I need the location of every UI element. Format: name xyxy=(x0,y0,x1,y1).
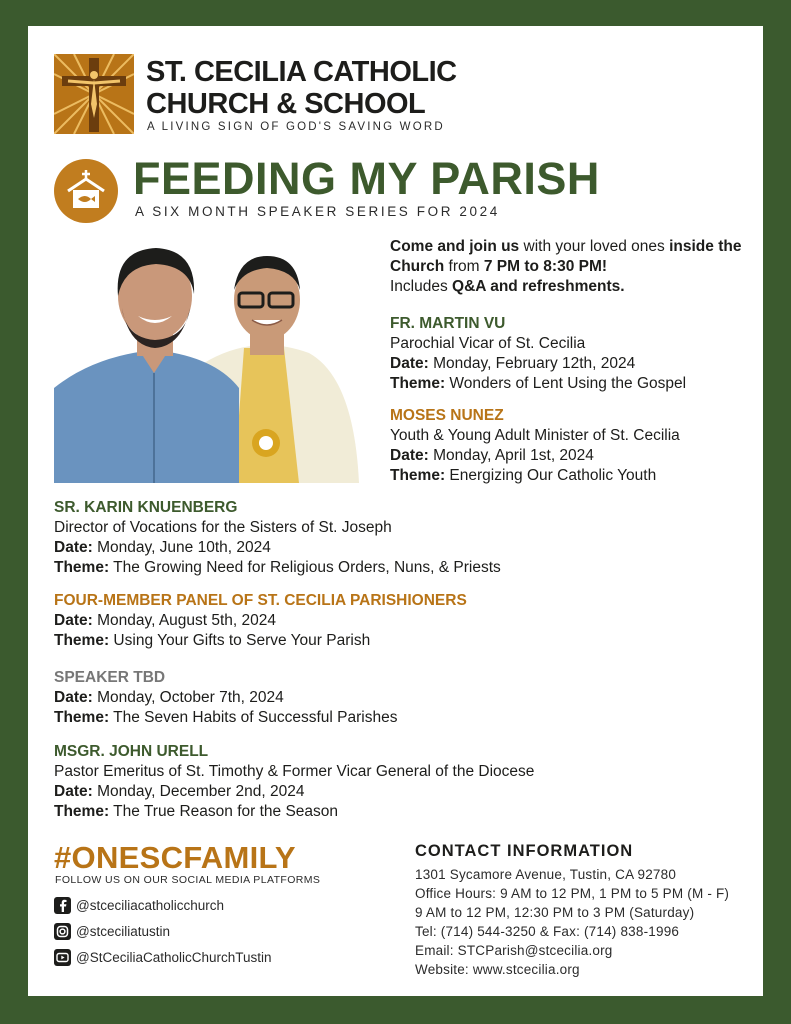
contact-website[interactable]: Website: www.stcecilia.org xyxy=(415,962,580,977)
church-fish-icon xyxy=(54,159,118,223)
speaker-role: Parochial Vicar of St. Cecilia xyxy=(390,335,586,352)
theme-label: Theme: xyxy=(54,559,110,576)
intro-text-from: from xyxy=(444,258,484,275)
contact-info xyxy=(415,865,729,979)
theme-label: Theme: xyxy=(54,709,110,726)
contact-address: 1301 Sycamore Avenue, Tustin, CA 92780 xyxy=(415,867,677,882)
date-label: Date: xyxy=(54,783,93,800)
theme-label: Theme: xyxy=(390,375,446,392)
speaker-block-6 xyxy=(54,742,534,822)
speaker-block-3 xyxy=(54,498,501,578)
event-title: FEEDING MY PARISH xyxy=(133,153,600,204)
theme-label: Theme: xyxy=(54,803,110,820)
facebook-icon xyxy=(54,897,71,914)
church-name-line1: ST. CECILIA CATHOLIC xyxy=(146,56,457,88)
youtube-handle: @StCeciliaCatholicChurchTustin xyxy=(76,949,272,965)
speaker-theme xyxy=(390,374,686,394)
speaker-name: FOUR-MEMBER PANEL OF ST. CECILIA PARISHIONERS xyxy=(54,592,467,609)
date-label: Date: xyxy=(54,612,93,629)
social-instagram[interactable] xyxy=(54,921,170,941)
speaker-date xyxy=(390,446,680,466)
flyer-page xyxy=(28,26,763,996)
speaker-date xyxy=(54,782,534,802)
date-label: Date: xyxy=(54,539,93,556)
date-value: Monday, August 5th, 2024 xyxy=(92,612,277,629)
contact-phone: Tel: (714) 544-3250 & Fax: (714) 838-1996 xyxy=(415,924,680,939)
church-logo xyxy=(54,54,134,134)
speaker-role: Pastor Emeritus of St. Timothy & Former Vicar General of the Diocese xyxy=(54,763,535,780)
date-value: Monday, April 1st, 2024 xyxy=(428,447,594,464)
speaker-theme xyxy=(54,631,467,651)
intro-text-includes: Includes xyxy=(390,278,453,295)
intro-emphasis-inside: inside the Church xyxy=(390,238,742,275)
theme-value: The Growing Need for Religious Orders, Nuns, & Priests xyxy=(109,559,501,576)
speaker-theme xyxy=(54,708,397,728)
speaker-name: MSGR. JOHN URELL xyxy=(54,743,209,760)
date-label: Date: xyxy=(390,447,429,464)
theme-value: The True Reason for the Season xyxy=(109,803,339,820)
intro-emphasis-refreshments: Q&A and refreshments. xyxy=(452,278,625,295)
speaker-role: Director of Vocations for the Sisters of St. Joseph xyxy=(54,519,392,536)
date-label: Date: xyxy=(54,689,93,706)
follow-text: FOLLOW US ON OUR SOCIAL MEDIA PLATFORMS xyxy=(55,874,321,886)
date-value: Monday, December 2nd, 2024 xyxy=(92,783,305,800)
event-subtitle: A SIX MONTH SPEAKER SERIES FOR 2024 xyxy=(135,204,500,219)
church-name-line2: CHURCH & SCHOOL xyxy=(146,88,426,120)
instagram-icon xyxy=(54,923,71,940)
date-value: Monday, June 10th, 2024 xyxy=(92,539,271,556)
intro-text-loved-ones: with your loved ones xyxy=(519,238,670,255)
contact-title: CONTACT INFORMATION xyxy=(415,842,634,860)
speaker-role: Youth & Young Adult Minister of St. Cecilia xyxy=(390,427,680,444)
date-label: Date: xyxy=(390,355,429,372)
contact-email[interactable]: Email: STCParish@stcecilia.org xyxy=(415,943,613,958)
speaker-date xyxy=(390,354,686,374)
youtube-icon xyxy=(54,949,71,966)
date-value: Monday, February 12th, 2024 xyxy=(428,355,636,372)
contact-hours-saturday: 9 AM to 12 PM, 12:30 PM to 3 PM (Saturday) xyxy=(415,905,695,920)
speaker-theme xyxy=(390,466,680,486)
speaker-block-1 xyxy=(390,314,686,394)
social-youtube[interactable] xyxy=(54,947,272,967)
speaker-date xyxy=(54,538,501,558)
theme-value: Using Your Gifts to Serve Your Parish xyxy=(109,632,371,649)
facebook-handle: @stceciliacatholicchurch xyxy=(76,897,225,913)
speaker-block-4 xyxy=(54,591,467,651)
theme-label: Theme: xyxy=(54,632,110,649)
intro-emphasis-time: 7 PM to 8:30 PM! xyxy=(483,258,608,275)
date-value: Monday, October 7th, 2024 xyxy=(92,689,284,706)
theme-label: Theme: xyxy=(390,467,446,484)
speaker-block-5 xyxy=(54,668,397,728)
theme-value: The Seven Habits of Successful Parishes xyxy=(109,709,398,726)
theme-value: Energizing Our Catholic Youth xyxy=(445,467,657,484)
theme-value: Wonders of Lent Using the Gospel xyxy=(445,375,687,392)
instagram-handle: @stceciliatustin xyxy=(76,923,170,939)
speaker-theme xyxy=(54,802,534,822)
contact-hours-weekday: Office Hours: 9 AM to 12 PM, 1 PM to 5 PM (M - F) xyxy=(415,886,730,901)
social-facebook[interactable] xyxy=(54,895,224,915)
hashtag: #ONESCFAMILY xyxy=(54,840,296,875)
speaker-name: MOSES NUNEZ xyxy=(390,407,504,424)
speaker-date xyxy=(54,611,467,631)
intro-text xyxy=(390,237,742,297)
speaker-name: SR. KARIN KNUENBERG xyxy=(54,499,238,516)
speaker-block-2 xyxy=(390,406,680,486)
speaker-name: FR. MARTIN VU xyxy=(390,315,506,332)
crucifix-icon xyxy=(54,54,134,134)
church-tagline: A LIVING SIGN OF GOD'S SAVING WORD xyxy=(147,121,445,133)
speaker-date xyxy=(54,688,397,708)
speaker-name: SPEAKER TBD xyxy=(54,669,166,686)
church-name xyxy=(146,56,457,120)
speakers-photo xyxy=(54,238,362,483)
speaker-theme xyxy=(54,558,501,578)
intro-emphasis-join: Come and join us xyxy=(390,238,520,255)
